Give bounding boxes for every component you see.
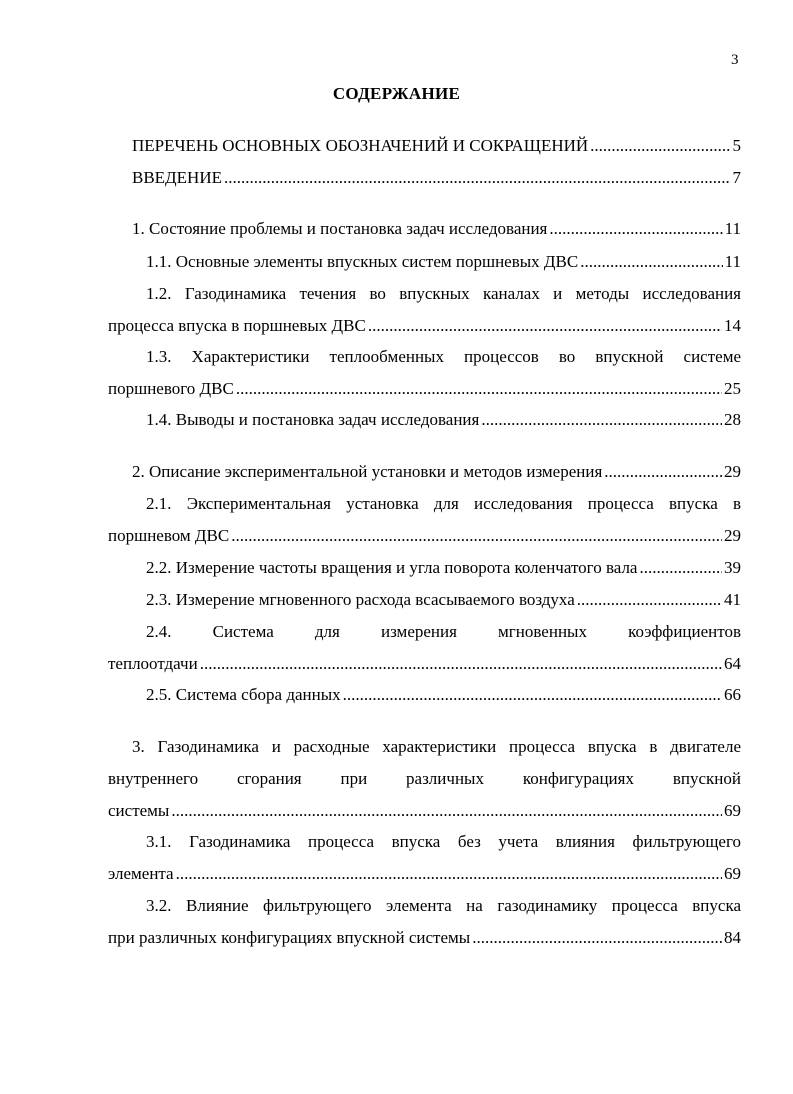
toc-entry-ch3-2[interactable] bbox=[108, 896, 741, 948]
toc-entry-page: 11 bbox=[724, 252, 741, 271]
toc-word: различных bbox=[406, 769, 484, 788]
dot-leader bbox=[231, 526, 722, 546]
toc-entry-text: 1.2. Газодинамика течения во впускных каналах и методы исследования bbox=[146, 284, 741, 303]
toc-entry-page: 69 bbox=[724, 801, 741, 820]
toc-word: впускной bbox=[672, 769, 741, 788]
toc-word: внутреннего bbox=[108, 769, 199, 788]
toc-entry-page: 29 bbox=[724, 462, 741, 481]
dot-leader bbox=[343, 685, 722, 705]
toc-entry-text: 1.1. Основные элементы впускных систем поршневых ДВС bbox=[146, 252, 579, 271]
toc-entry-text: 3.1. Газодинамика процесса впуска без учета влияния фильтрующего bbox=[146, 832, 741, 851]
dot-leader bbox=[549, 219, 722, 239]
toc-entry-text: 3. Газодинамика и расходные характеристики процесса впуска в двигателе bbox=[132, 737, 741, 756]
toc-entry-text: 2.1. Экспериментальная установка для исследования процесса впуска в bbox=[146, 494, 741, 513]
toc-entry-page: 7 bbox=[732, 168, 741, 187]
page-title: СОДЕРЖАНИЕ bbox=[332, 84, 461, 103]
toc-word: сгорания bbox=[236, 769, 302, 788]
dot-leader bbox=[481, 410, 722, 430]
toc-word: 2.4. bbox=[146, 622, 172, 641]
toc-entry-page: 29 bbox=[724, 526, 741, 545]
toc-entry-text-cont: элемента bbox=[108, 864, 174, 883]
toc-entry-page: 84 bbox=[724, 928, 741, 947]
toc-entry-ch1-2[interactable] bbox=[108, 284, 741, 336]
toc-entry-page: 64 bbox=[724, 654, 741, 673]
toc-word: при bbox=[340, 769, 368, 788]
toc-entry-text: ПЕРЕЧЕНЬ ОСНОВНЫХ ОБОЗНАЧЕНИЙ И СОКРАЩЕНИЙ bbox=[132, 136, 589, 155]
page-number: 3 bbox=[731, 52, 739, 68]
dot-leader bbox=[176, 864, 722, 884]
dot-leader bbox=[236, 379, 722, 399]
toc-entry-text-cont: поршневого ДВС bbox=[108, 379, 234, 398]
toc-entry-ch1-3[interactable] bbox=[108, 347, 741, 399]
toc-entry-page: 5 bbox=[732, 136, 741, 155]
toc-entry-page: 66 bbox=[724, 685, 741, 704]
toc-entry-ch2-1[interactable] bbox=[108, 494, 741, 546]
toc-entry-text: 1. Состояние проблемы и постановка задач исследования bbox=[132, 219, 548, 238]
toc-entry-page: 25 bbox=[724, 379, 741, 398]
toc-entry-page: 14 bbox=[724, 316, 741, 335]
toc-entry-ch3-1[interactable] bbox=[108, 832, 741, 884]
toc-entry-text-cont: при различных конфигурациях впускной системы bbox=[108, 928, 471, 947]
toc-entry-text-cont: процесса впуска в поршневых ДВС bbox=[108, 316, 366, 335]
toc-word: Система bbox=[212, 622, 274, 641]
toc-entry-text: 2. Описание экспериментальной установки и методов измерения bbox=[132, 462, 603, 481]
toc-entry-page: 69 bbox=[724, 864, 741, 883]
toc-entry-text-cont: системы bbox=[108, 801, 170, 820]
toc-entry-text: 2.3. Измерение мгновенного расхода всасываемого воздуха bbox=[146, 590, 575, 609]
toc-entry-text-cont: поршневом ДВС bbox=[108, 526, 230, 545]
toc-word: конфигурациях bbox=[522, 769, 634, 788]
toc-entry-text: ВВЕДЕНИЕ bbox=[132, 168, 222, 187]
toc-entry-text: 2.5. Система сбора данных bbox=[146, 685, 341, 704]
toc-entry-text: 2.2. Измерение частоты вращения и угла поворота коленчатого вала bbox=[146, 558, 638, 577]
toc-entry-text-cont: теплоотдачи bbox=[108, 654, 198, 673]
toc-entry-page: 41 bbox=[724, 590, 741, 609]
dot-leader bbox=[368, 316, 722, 336]
dot-leader bbox=[171, 801, 722, 821]
dot-leader bbox=[639, 558, 722, 578]
dot-leader bbox=[590, 136, 730, 156]
dot-leader bbox=[604, 462, 722, 482]
toc-word: мгновенных bbox=[498, 622, 587, 641]
toc-entry-text: 1.4. Выводы и постановка задач исследования bbox=[146, 410, 480, 429]
dot-leader bbox=[577, 590, 722, 610]
toc-entry-page: 39 bbox=[724, 558, 741, 577]
toc-entry-text: 3.2. Влияние фильтрующего элемента на газодинамику процесса впуска bbox=[146, 896, 741, 915]
toc-word: коэффициентов bbox=[628, 622, 741, 641]
dot-leader bbox=[472, 928, 722, 948]
toc-entry-page: 11 bbox=[724, 219, 741, 238]
toc-entry-page: 28 bbox=[724, 410, 741, 429]
toc-entry-text: 1.3. Характеристики теплообменных процессов во впускной системе bbox=[146, 347, 741, 366]
dot-leader bbox=[200, 654, 722, 674]
toc-entry-ch2-4[interactable] bbox=[108, 622, 741, 674]
toc-word: для bbox=[314, 622, 340, 641]
toc-word: измерения bbox=[380, 622, 457, 641]
dot-leader bbox=[224, 168, 731, 188]
dot-leader bbox=[580, 252, 722, 272]
toc-entry-ch3[interactable] bbox=[108, 737, 741, 821]
